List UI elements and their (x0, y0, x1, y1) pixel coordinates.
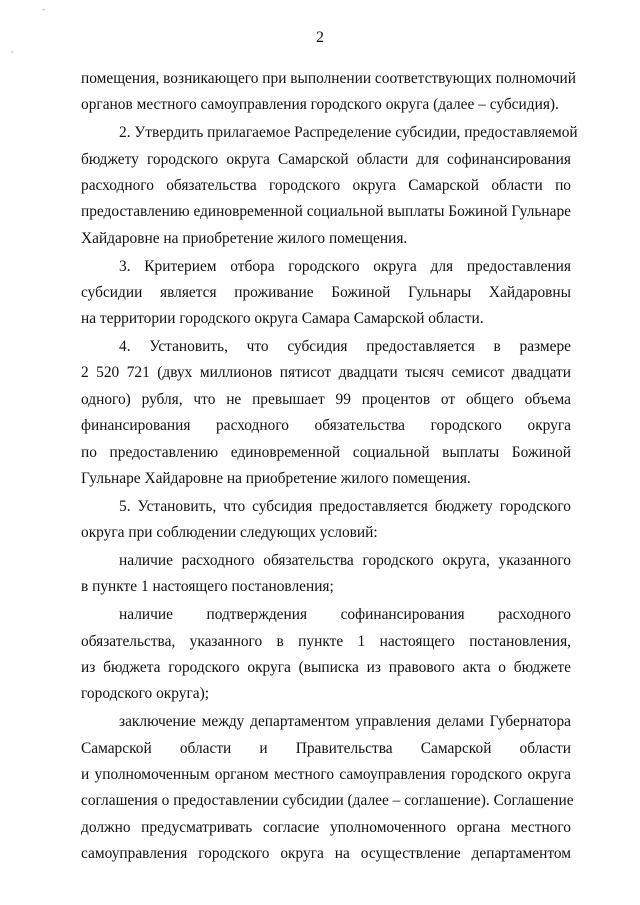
text-line: органов местного самоуправления городского округа (далее – субсидия). (81, 96, 559, 114)
text-line: субсидии является проживание Божиной Гульнары Хайдаровны (81, 283, 571, 301)
text-line: и уполномоченным органом местного самоуправления городского округа (81, 765, 571, 783)
text-line: на территории городского округа Самара Самарской области. (81, 310, 484, 328)
text-line: финансирования расходного обязательства городского округа (81, 417, 571, 435)
text-line: 2 520 721 (двух миллионов пятисот двадцати тысяч семисот двадцати (81, 364, 571, 382)
text-line: Гульнаре Хайдаровне на приобретение жилого помещения. (81, 470, 471, 488)
text-line: 2. Утвердить прилагаемое Распределение субсидии, предоставляемой (119, 124, 578, 142)
text-line: 3. Критерием отбора городского округа для предоставления (119, 257, 571, 275)
text-line: наличие расходного обязательства городского округа, указанного (119, 551, 571, 569)
text-line: Хайдаровне на приобретение жилого помещения. (81, 229, 408, 247)
text-line: самоуправления городского округа на осуществление департаментом (81, 845, 571, 863)
text-line: одного) рубля, что не превышает 99 процентов от общего объема (81, 390, 571, 408)
body-text (81, 66, 578, 867)
text-line: городского округа); (81, 685, 210, 703)
text-line: помещения, возникающего при выполнении соответствующих полномочий (81, 70, 577, 87)
text-line: наличие подтверждения софинансирования расходного (119, 606, 571, 624)
text-line: расходного обязательства городского округа Самарской области по (81, 176, 571, 194)
text-line: должно предусматривать согласие уполномоченного органа местного (81, 818, 571, 836)
text-line: 5. Установить, что субсидия предоставляется бюджету городского (119, 497, 571, 515)
scan-mark: , (11, 44, 14, 54)
text-line: обязательства, указанного в пункте 1 настоящего постановления, (81, 632, 571, 650)
text-line: заключение между департаментом управления делами Губернатора (119, 713, 571, 731)
text-line: округа при соблюдении следующих условий: (81, 524, 378, 542)
text-line: соглашения о предоставлении субсидии (далее – соглашение). Соглашение (81, 792, 574, 810)
text-line: из бюджета городского округа (выписка из правового акта о бюджете (81, 658, 571, 676)
text-line: предоставлению единовременной социальной выплаты Божиной Гульнаре (81, 203, 571, 221)
page-number: 2 (316, 29, 324, 46)
text-line: Самарской области и Правительства Самарской области (81, 739, 571, 757)
text-line: 4. Установить, что субсидия предоставляется в размере (119, 338, 571, 356)
scan-mark: - (42, 4, 45, 14)
text-line: по предоставлению единовременной социальной выплаты Божиной (81, 443, 571, 461)
text-line: в пункте 1 настоящего постановления; (81, 578, 334, 596)
text-line: бюджету городского округа Самарской области для софинансирования (81, 150, 571, 168)
